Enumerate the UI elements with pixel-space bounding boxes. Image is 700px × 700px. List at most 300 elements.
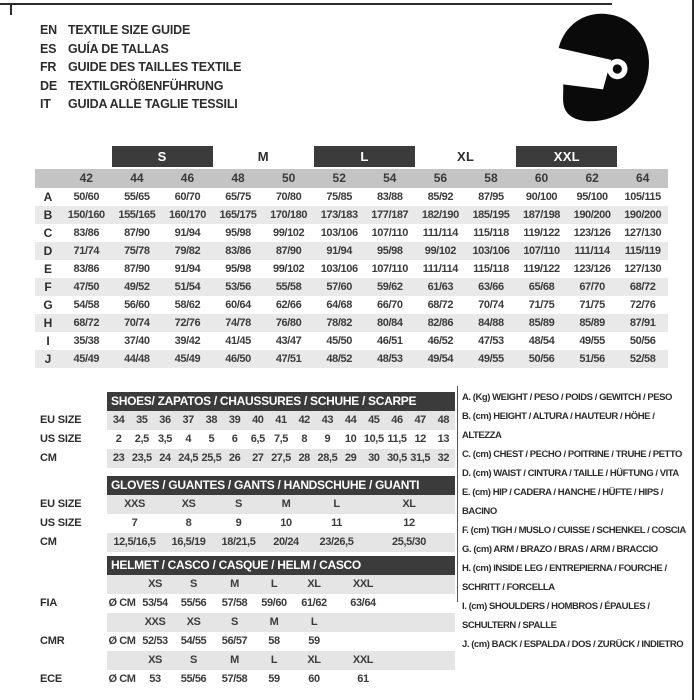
helmet-size-label: XL <box>307 654 321 666</box>
size-value: L <box>333 498 340 510</box>
size-value: XL <box>402 498 416 510</box>
size-value: 49/52 <box>124 281 150 293</box>
size-value: 105/115 <box>624 191 661 203</box>
size-value: 95/100 <box>576 191 608 203</box>
size-row-letter: J <box>44 352 52 366</box>
size-number: 44 <box>130 171 144 185</box>
size-value: 115/119 <box>624 245 661 257</box>
size-value: 7 <box>131 517 138 529</box>
size-value: 119/122 <box>523 263 560 275</box>
size-group-row <box>35 146 668 167</box>
size-value: 91/94 <box>326 245 352 257</box>
size-value: 82/86 <box>427 317 454 329</box>
size-value: 49/55 <box>579 335 605 347</box>
size-row-letter: F <box>44 280 52 294</box>
size-value: 72/76 <box>174 317 201 329</box>
helmet-size-label: XS <box>148 654 162 666</box>
size-value: 90/100 <box>525 191 558 203</box>
helmet-size-label: L <box>270 654 278 666</box>
gloves-title: GLOVES / GUANTES / GANTS / HANDSCHUHE / GUANTI <box>107 476 455 495</box>
size-row-letter: D <box>43 244 53 258</box>
size-value: 187/198 <box>523 209 561 221</box>
helmet-size-value: 52/53 <box>142 635 168 647</box>
size-value: 28,5 <box>317 452 338 464</box>
size-value: 65/75 <box>225 191 251 203</box>
size-value: S <box>235 498 242 510</box>
size-value: 55/58 <box>275 281 302 293</box>
size-value: 47/53 <box>478 335 504 347</box>
size-value: 58/62 <box>174 299 201 311</box>
size-number-corner <box>35 169 61 188</box>
size-value: 7,5 <box>273 433 289 445</box>
helmet-size-row <box>107 575 455 594</box>
size-number: 60 <box>534 171 549 185</box>
size-number: 56 <box>433 171 448 185</box>
size-value: 99/102 <box>272 263 305 275</box>
helmet-size-value: 56/57 <box>221 635 248 647</box>
size-number: 42 <box>79 171 93 185</box>
size-value: 85/89 <box>579 317 605 329</box>
diameter-unit-label: Ø CM <box>108 673 136 685</box>
measurement-legend <box>462 388 694 654</box>
size-value: 11,5 <box>387 433 407 445</box>
size-value: 99/102 <box>424 245 456 257</box>
size-value: 70/80 <box>275 191 302 203</box>
helmet-title: HELMET / CASCO / CASQUE / HELM / CASCO <box>107 556 455 575</box>
size-value: 190/200 <box>573 209 611 221</box>
size-value: 2 <box>115 433 122 445</box>
helmet-size-label: XXL <box>352 578 374 590</box>
size-value: 25,5/30 <box>392 536 426 548</box>
helmet-size-label: XS <box>148 578 162 590</box>
size-value: 70/74 <box>478 299 504 311</box>
size-value: 75/85 <box>326 191 352 203</box>
size-value: 27 <box>252 452 264 464</box>
size-value: 45/50 <box>326 335 352 347</box>
size-group-label: XL <box>457 149 475 164</box>
helmet-size-value: 59/60 <box>261 597 287 609</box>
size-value: 32 <box>437 452 450 464</box>
helmet-size-label: XXL <box>352 654 374 666</box>
size-value: 4 <box>185 433 192 445</box>
helmet-value-row <box>107 670 455 689</box>
legend-item: J. (cm) BACK / ESPALDA / DOS / ZURÜCK / INDIETRO <box>462 639 684 650</box>
size-value: 83/86 <box>225 245 251 257</box>
helmet-size-label: M <box>230 654 239 666</box>
size-value: 6,5 <box>250 433 265 445</box>
size-value: 34 <box>112 414 125 426</box>
size-value: 48/54 <box>528 335 555 347</box>
size-value: 45/49 <box>174 353 201 365</box>
size-value: 28 <box>298 452 310 464</box>
size-value: 57/60 <box>326 281 352 293</box>
size-value: 23/26,5 <box>319 536 354 548</box>
size-value: 91/94 <box>174 227 201 239</box>
size-value: 87/90 <box>275 245 302 257</box>
size-value: 10 <box>344 433 357 445</box>
language-code: IT <box>40 97 51 111</box>
legend-item: E. (cm) HIP / CADERA / HANCHE / HÜFTE / HIPS / BACINO <box>462 487 663 517</box>
size-value: 36 <box>159 414 171 426</box>
size-value: 83/88 <box>377 191 403 203</box>
size-value: 150/160 <box>67 209 105 221</box>
size-value: 46/52 <box>427 335 454 347</box>
size-value: 85/92 <box>427 191 454 203</box>
legend-item: D. (cm) WAIST / CINTURA / TAILLE / HÜFTUNG / VITA <box>462 468 679 479</box>
size-value: 50/56 <box>528 353 555 365</box>
size-value: 70/74 <box>124 317 150 329</box>
size-value: XXS <box>124 498 145 510</box>
size-value: 173/183 <box>320 209 358 221</box>
size-number: 64 <box>636 171 650 185</box>
size-value: 54/58 <box>73 299 100 311</box>
size-value: 31,5 <box>410 452 431 464</box>
helmet-icon <box>551 10 653 128</box>
size-value: 40 <box>252 414 264 426</box>
language-row <box>40 40 241 59</box>
size-value: 24 <box>159 452 171 464</box>
size-value: 9 <box>235 517 242 529</box>
size-group-label: L <box>314 146 415 167</box>
size-value: 103/106 <box>472 245 510 257</box>
size-table <box>35 146 668 368</box>
size-value: 50/60 <box>73 191 100 203</box>
size-value: 111/114 <box>422 227 458 239</box>
helmet-size-label: XL <box>307 578 321 590</box>
size-value: 13 <box>437 433 450 445</box>
size-table-row <box>35 350 668 368</box>
size-value: 23,5 <box>131 452 152 464</box>
size-value: 87/95 <box>478 191 504 203</box>
helmet-standard-label: FIA <box>40 597 58 609</box>
size-value: 185/195 <box>472 209 510 221</box>
size-value: 8 <box>185 517 192 529</box>
size-value: 68/72 <box>73 317 100 329</box>
size-value: 44 <box>344 414 357 426</box>
size-number: 46 <box>180 171 195 185</box>
size-value: 48 <box>437 414 450 426</box>
helmet-value-row <box>107 594 455 613</box>
size-value: 95/98 <box>377 245 403 257</box>
size-value: 87/90 <box>124 263 150 275</box>
size-value: 35 <box>136 414 148 426</box>
size-value: 8 <box>301 433 308 445</box>
size-value: 165/175 <box>219 209 257 221</box>
size-value: 71/74 <box>73 245 100 257</box>
size-value: 115/118 <box>473 263 509 275</box>
helmet-standard-label: ECE <box>40 673 63 685</box>
size-value: 83/86 <box>73 263 100 275</box>
size-value: 99/102 <box>272 227 305 239</box>
helmet-size-value: 53 <box>149 673 161 685</box>
size-value: 27,5 <box>271 452 291 464</box>
size-value: 39/42 <box>174 335 201 347</box>
size-value: 107/110 <box>371 263 408 275</box>
helmet-size-blank <box>107 613 137 632</box>
size-value: 84/88 <box>478 317 504 329</box>
size-value: 107/110 <box>371 227 408 239</box>
size-value: 51/54 <box>174 281 201 293</box>
helmet-size-value: 60 <box>308 673 320 685</box>
size-value: 66/70 <box>377 299 403 311</box>
size-number-row <box>35 169 668 188</box>
size-value: 127/130 <box>624 263 662 275</box>
size-value: 60/64 <box>225 299 251 311</box>
size-value: 18/21,5 <box>221 536 256 548</box>
size-value: 67/70 <box>579 281 605 293</box>
size-value: 127/130 <box>624 227 662 239</box>
size-value: 48/53 <box>377 353 403 365</box>
size-value: 111/114 <box>422 263 458 275</box>
helmet-table <box>107 556 455 689</box>
size-value: 12 <box>414 433 426 445</box>
size-value: 47/50 <box>73 281 100 293</box>
size-value: 12,5/16,5 <box>113 536 156 548</box>
size-value: 41/45 <box>225 335 251 347</box>
size-number: 54 <box>383 171 397 185</box>
size-value: 53/56 <box>225 281 251 293</box>
helmet-size-value: 63/64 <box>350 597 376 609</box>
size-value: 48/52 <box>326 353 352 365</box>
size-value: 29 <box>344 452 357 464</box>
size-value: 62/66 <box>275 299 302 311</box>
gloves-table <box>107 476 455 552</box>
helmet-size-label: M <box>269 616 279 628</box>
size-value: 35/38 <box>73 335 100 347</box>
size-value: 37/40 <box>124 335 150 347</box>
size-value: 39 <box>228 414 241 426</box>
legend-item: G. (cm) ARM / BRAZO / BRAS / ARM / BRACCIO <box>462 544 658 555</box>
language-row <box>40 21 241 40</box>
legend-divider-line <box>457 386 458 602</box>
helmet-size-value: 53/54 <box>142 597 168 609</box>
shoes-row <box>107 411 455 430</box>
size-value: 25,5 <box>201 452 222 464</box>
size-value: 78/82 <box>326 317 352 329</box>
size-value: 38 <box>205 414 218 426</box>
helmet-size-label: M <box>230 578 239 590</box>
size-value: 16,5/19 <box>171 536 206 548</box>
size-value: 20/24 <box>273 536 299 548</box>
language-code: FR <box>40 60 57 74</box>
size-value: 170/180 <box>270 209 308 221</box>
gloves-row <box>107 495 455 514</box>
size-number: 50 <box>281 171 296 185</box>
helmet-size-value <box>335 632 391 651</box>
size-number: 52 <box>332 171 346 185</box>
size-value: 9 <box>324 433 331 445</box>
size-table-row <box>35 188 668 206</box>
size-value: 24,5 <box>178 452 199 464</box>
size-value: 6 <box>231 433 238 445</box>
legend-item: F. (cm) TIGH / MUSLO / CUISSE / SCHENKEL / COSCIA <box>462 525 686 536</box>
frame-top-line <box>0 3 612 5</box>
row-label: EU SIZE <box>40 414 82 426</box>
size-value: 3,5 <box>157 433 173 445</box>
size-number: 62 <box>585 171 599 185</box>
helmet-size-blank <box>107 575 137 594</box>
shoes-row <box>107 449 455 468</box>
size-table-row <box>35 260 668 278</box>
helmet-size-value: 58 <box>268 635 280 647</box>
size-value: 46 <box>391 414 403 426</box>
helmet-size-value: 54/55 <box>180 635 207 647</box>
size-table-row <box>35 224 668 242</box>
helmet-size-label <box>335 613 391 632</box>
size-value: 111/114 <box>574 245 610 257</box>
size-row-letter: E <box>43 262 52 276</box>
size-value: 115/118 <box>473 227 509 239</box>
size-group-label: S <box>112 146 213 167</box>
size-table-row <box>35 314 668 332</box>
size-value: 44/48 <box>124 353 150 365</box>
helmet-size-label: XS <box>186 616 201 628</box>
size-value: 26 <box>228 452 241 464</box>
size-value: 68/72 <box>629 281 656 293</box>
language-title-block <box>40 21 241 114</box>
helmet-size-blank <box>107 651 137 670</box>
size-row-letter: B <box>43 208 53 222</box>
size-value: 5 <box>208 433 215 445</box>
helmet-size-row <box>107 651 455 670</box>
size-value: 155/165 <box>118 209 156 221</box>
size-value: 87/90 <box>124 227 150 239</box>
helmet-size-value: 55/56 <box>180 597 207 609</box>
size-value: 61/63 <box>427 281 454 293</box>
size-value: 11 <box>331 517 342 529</box>
legend-item: H. (cm) INSIDE LEG / ENTREPIERNA / FOURCHE / SCHRITT / FORCELLA <box>462 563 667 593</box>
size-value: 2,5 <box>134 433 149 445</box>
size-table-row <box>35 242 668 260</box>
size-value: 74/78 <box>225 317 251 329</box>
size-value: 47 <box>414 414 426 426</box>
language-title: GUÍA DE TALLAS <box>68 41 169 56</box>
legend-item: C. (cm) CHEST / PECHO / POITRINE / TRUHE / PETTO <box>462 449 682 460</box>
frame-left-stub <box>10 3 12 15</box>
size-value: 41 <box>275 414 287 426</box>
helmet-size-value: 61/62 <box>301 597 327 609</box>
size-value: 56/60 <box>124 299 150 311</box>
language-title: TEXTILE SIZE GUIDE <box>68 23 191 37</box>
size-value: 177/187 <box>371 209 409 221</box>
size-value: 47/51 <box>275 353 302 365</box>
language-title: TEXTILGRÖßENFÜHRUNG <box>68 78 224 93</box>
legend-item: B. (cm) HEIGHT / ALTURA / HAUTEUR / HÖHE / ALTEZZA <box>462 411 655 441</box>
size-value: 52/58 <box>629 353 656 365</box>
size-row-letter: H <box>43 316 53 330</box>
diameter-unit-label: Ø CM <box>108 597 136 609</box>
language-title: GUIDE DES TAILLES TEXTILE <box>68 60 242 74</box>
size-value: 75/78 <box>124 245 150 257</box>
language-code: DE <box>40 78 57 93</box>
shoes-row <box>107 430 455 449</box>
helmet-standard-label: CMR <box>40 635 65 647</box>
size-value: 123/126 <box>573 227 611 239</box>
row-label: EU SIZE <box>40 498 82 510</box>
size-value: 103/106 <box>320 227 358 239</box>
size-group-label: XXL <box>516 146 617 167</box>
size-value: 45/49 <box>73 353 100 365</box>
helmet-size-value: 55/56 <box>180 673 207 685</box>
size-value: 42 <box>298 414 310 426</box>
size-value: 37 <box>182 414 194 426</box>
size-value: 51/56 <box>579 353 605 365</box>
size-value: 46/51 <box>377 335 403 347</box>
size-number: 58 <box>484 171 498 185</box>
size-value: 68/72 <box>427 299 454 311</box>
language-code: ES <box>40 41 57 56</box>
helmet-size-value: 61 <box>357 673 369 685</box>
helmet-value-row <box>107 632 455 651</box>
size-value: M <box>281 498 291 510</box>
size-row-letter: C <box>43 226 53 240</box>
size-value: 71/75 <box>528 299 555 311</box>
size-value: 123/126 <box>573 263 611 275</box>
helmet-size-label: S <box>231 616 238 628</box>
helmet-size-label: L <box>310 616 318 628</box>
row-label: US SIZE <box>40 433 82 445</box>
size-value: 107/110 <box>523 245 560 257</box>
size-value: 119/122 <box>523 227 560 239</box>
size-group-label: M <box>257 149 269 164</box>
row-label: CM <box>40 452 57 464</box>
size-value: 182/190 <box>421 209 459 221</box>
size-table-row <box>35 206 668 224</box>
size-value: 160/170 <box>168 209 206 221</box>
size-row-letter: I <box>46 334 50 348</box>
shoes-table <box>107 392 455 468</box>
size-value: 76/80 <box>275 317 302 329</box>
size-value: 80/84 <box>377 317 403 329</box>
legend-item: A. (Kg) WEIGHT / PESO / POIDS / GEWITCH / PESO <box>462 392 672 403</box>
size-value: 23 <box>112 452 125 464</box>
size-value: 30 <box>368 452 380 464</box>
size-value: 46/50 <box>225 353 251 365</box>
size-number: 48 <box>231 171 245 185</box>
helmet-size-label: L <box>270 578 278 590</box>
shoes-title: SHOES/ ZAPATOS / CHAUSSURES / SCHUHE / SCARPE <box>107 392 455 411</box>
size-row-letter: A <box>43 190 53 204</box>
size-value: 43 <box>321 414 334 426</box>
size-value: XS <box>181 498 196 510</box>
size-value: 63/66 <box>478 281 504 293</box>
helmet-size-label: S <box>190 654 197 666</box>
size-value: 87/91 <box>629 317 656 329</box>
row-label: US SIZE <box>40 517 82 529</box>
size-value: 45 <box>368 414 380 426</box>
size-value: 10 <box>280 517 292 529</box>
helmet-size-value: 59 <box>268 673 280 685</box>
language-row <box>40 77 241 96</box>
size-value: 64/68 <box>326 299 352 311</box>
helmet-size-label: S <box>190 578 197 590</box>
size-value: 55/65 <box>124 191 150 203</box>
size-value: 190/200 <box>624 209 662 221</box>
size-value: 79/82 <box>174 245 201 257</box>
size-value: 12 <box>403 517 415 529</box>
helmet-size-row <box>107 613 455 632</box>
size-value: 103/106 <box>320 263 358 275</box>
size-value: 49/55 <box>478 353 504 365</box>
language-row <box>40 58 241 77</box>
size-row-letter: G <box>43 298 53 312</box>
size-value: 85/89 <box>528 317 555 329</box>
row-label: CM <box>40 536 57 548</box>
helmet-size-label: XXS <box>144 616 166 628</box>
gloves-row <box>107 514 455 533</box>
size-value: 83/86 <box>73 227 100 239</box>
size-value: 72/76 <box>629 299 656 311</box>
